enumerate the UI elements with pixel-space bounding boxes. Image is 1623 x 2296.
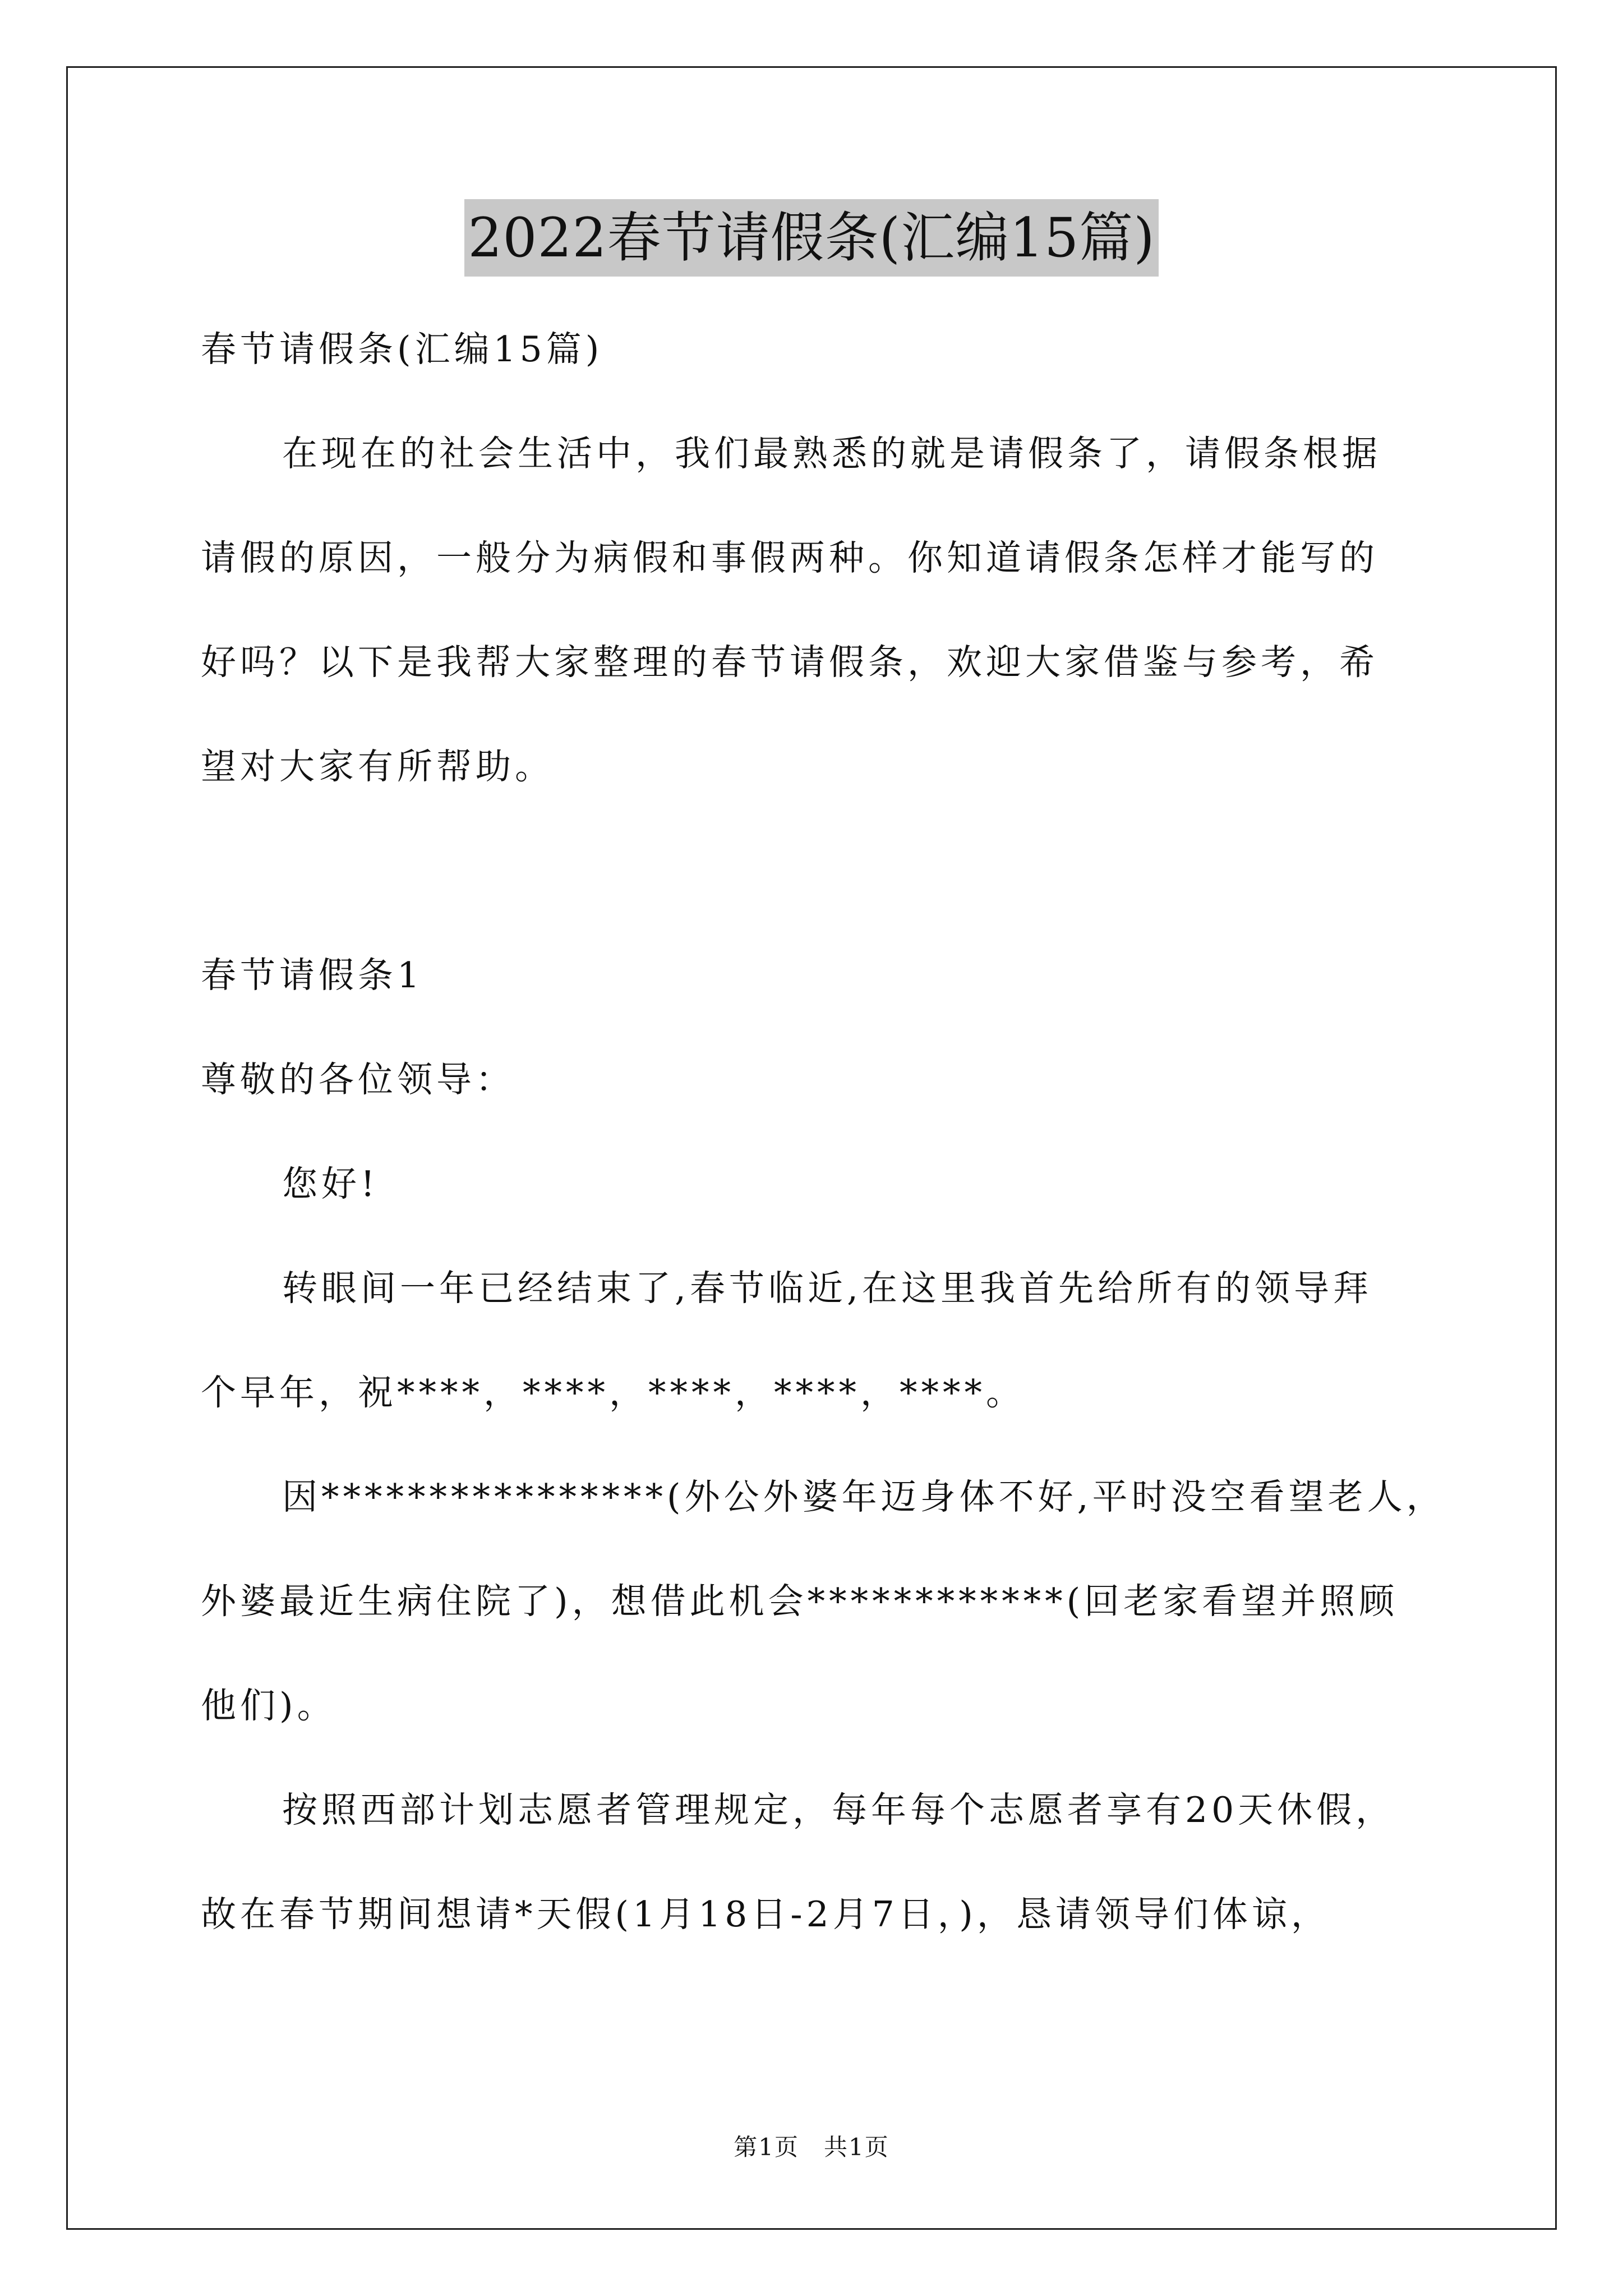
intro-line: 望对大家有所帮助。 xyxy=(201,746,554,787)
intro-line: 请假的原因，一般分为病假和事假两种。你知道请假条怎样才能写的 xyxy=(201,537,1378,578)
intro-line: 好吗？以下是我帮大家整理的春节请假条，欢迎大家借鉴与参考，希 xyxy=(201,642,1378,683)
document-title: 2022春节请假条(汇编15篇) xyxy=(464,199,1158,277)
paragraph-line: 个早年，祝****，****，****，****，****。 xyxy=(201,1372,1025,1413)
paragraph-line: 按照西部计划志愿者管理规定，每年每个志愿者享有20天休假， xyxy=(282,1789,1395,1830)
salutation: 尊敬的各位领导： xyxy=(201,1059,515,1100)
paragraph-line: 他们)。 xyxy=(201,1685,336,1726)
page-footer: 第1页 共1页 xyxy=(734,2133,889,2161)
spacer xyxy=(201,819,1435,923)
paragraph-line: 因****************(外公外婆年迈身体不好,平时没空看望老人， xyxy=(282,1476,1446,1517)
intro-line: 在现在的社会生活中，我们最熟悉的就是请假条了，请假条根据 xyxy=(282,433,1381,474)
title-wrap xyxy=(0,199,1623,277)
paragraph-line: 外婆最近生病住院了)，想借此机会************(回老家看望并照顾 xyxy=(201,1581,1399,1622)
greeting: 您好! xyxy=(282,1163,379,1204)
paragraph-line: 转眼间一年已经结束了,春节临近,在这里我首先给所有的领导拜 xyxy=(282,1268,1373,1309)
paragraph-line: 故在春节期间想请*天假(1月18日-2月7日，)，恳请领导们体谅， xyxy=(201,1894,1330,1935)
subtitle: 春节请假条(汇编15篇) xyxy=(201,329,603,370)
section-heading: 春节请假条1 xyxy=(201,955,424,996)
document-body xyxy=(201,297,1446,1967)
